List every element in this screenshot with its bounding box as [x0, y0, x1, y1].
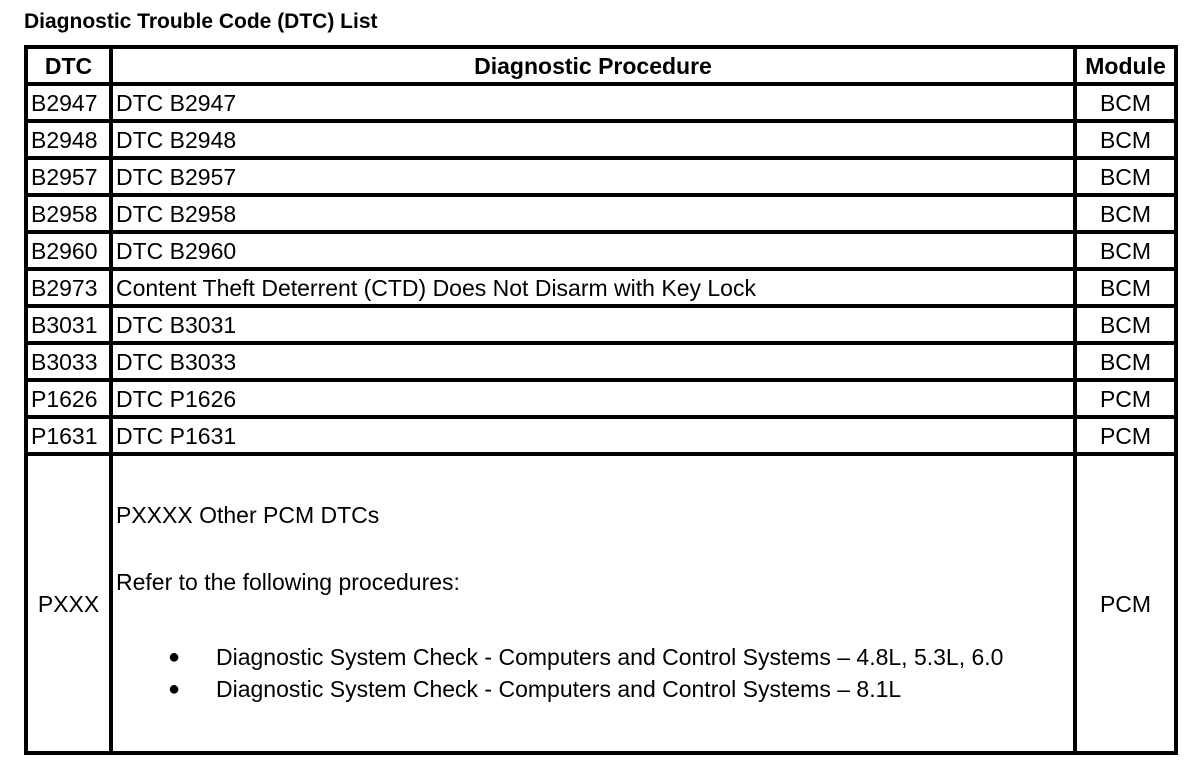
column-header-dtc: DTC [26, 47, 111, 84]
dtc-code-cell: B2958 [26, 195, 111, 232]
dtc-code-cell: PXXX [26, 454, 111, 753]
module-cell: PCM [1075, 417, 1176, 454]
procedure-link[interactable]: DTC B2947 [111, 84, 1075, 121]
procedure-link[interactable]: DTC P1631 [111, 417, 1075, 454]
other-pcm-dtcs-text: PXXXX Other PCM DTCs [116, 502, 380, 528]
module-cell: BCM [1075, 84, 1176, 121]
page-title: Diagnostic Trouble Code (DTC) List [24, 10, 378, 33]
procedure-link[interactable]: Diagnostic System Check - Computers and Control Systems – 8.1L [216, 676, 902, 702]
procedure-link[interactable]: DTC B3031 [111, 306, 1075, 343]
procedure-list-item [116, 641, 1070, 673]
procedure-list-item [116, 673, 1070, 705]
dtc-code-cell: B3033 [26, 343, 111, 380]
table-row [26, 121, 1176, 158]
module-cell: BCM [1075, 232, 1176, 269]
dtc-code-cell: B3031 [26, 306, 111, 343]
dtc-code-cell: B2960 [26, 232, 111, 269]
table-row [26, 269, 1176, 306]
table-row [26, 306, 1176, 343]
dtc-code-cell: B2948 [26, 121, 111, 158]
module-cell: BCM [1075, 269, 1176, 306]
procedure-link[interactable]: Diagnostic System Check - Computers and Control Systems – 4.8L, 5.3L, 6.0 [216, 644, 1004, 670]
table-row [26, 84, 1176, 121]
column-header-module: Module [1075, 47, 1176, 84]
dtc-code-cell: B2957 [26, 158, 111, 195]
table-header-row [26, 47, 1176, 84]
table-row-other-pcm [26, 454, 1176, 753]
module-cell: BCM [1075, 306, 1176, 343]
module-cell: PCM [1075, 454, 1176, 753]
bullet-icon: ● [168, 646, 181, 668]
dtc-code-cell: B2973 [26, 269, 111, 306]
table-row [26, 232, 1176, 269]
procedure-link[interactable]: DTC B3033 [111, 343, 1075, 380]
procedure-link[interactable]: DTC P1626 [111, 380, 1075, 417]
procedure-link[interactable]: DTC B2960 [111, 232, 1075, 269]
dtc-code-cell: B2947 [26, 84, 111, 121]
bullet-icon: ● [168, 678, 181, 700]
procedure-link[interactable]: Content Theft Deterrent (CTD) Does Not Disarm with Key Lock [111, 269, 1075, 306]
dtc-code-cell: P1626 [26, 380, 111, 417]
procedure-link[interactable]: DTC B2958 [111, 195, 1075, 232]
refer-text: Refer to the following procedures: [116, 569, 460, 595]
dtc-code-cell: P1631 [26, 417, 111, 454]
table-row [26, 417, 1176, 454]
procedure-cell [111, 454, 1075, 753]
table-row [26, 343, 1176, 380]
module-cell: BCM [1075, 343, 1176, 380]
column-header-procedure: Diagnostic Procedure [111, 47, 1075, 84]
procedure-link[interactable]: DTC B2948 [111, 121, 1075, 158]
procedure-link[interactable]: DTC B2957 [111, 158, 1075, 195]
dtc-table [24, 45, 1178, 755]
table-row [26, 195, 1176, 232]
table-row [26, 158, 1176, 195]
procedure-list [116, 641, 1070, 705]
table-row [26, 380, 1176, 417]
module-cell: BCM [1075, 158, 1176, 195]
module-cell: PCM [1075, 380, 1176, 417]
module-cell: BCM [1075, 121, 1176, 158]
module-cell: BCM [1075, 195, 1176, 232]
